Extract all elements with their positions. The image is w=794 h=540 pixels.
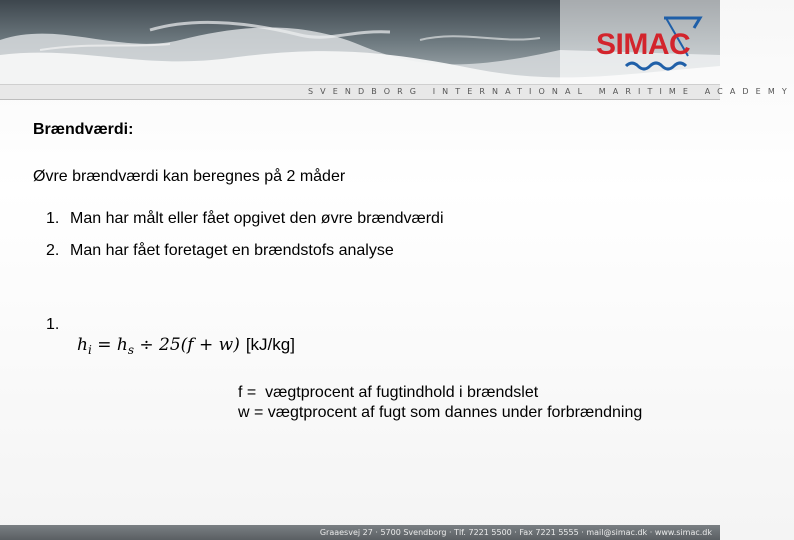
formula-number-label: 1. bbox=[46, 316, 60, 333]
slide-subheading: Øvre brændværdi kan beregnes på 2 måder bbox=[33, 168, 346, 185]
footer-bar bbox=[0, 525, 720, 540]
formula-rhs: h bbox=[116, 335, 128, 355]
formula-rest: ÷ 25(f + w) bbox=[133, 335, 240, 355]
formula bbox=[77, 335, 295, 357]
definition-f: f = vægtprocent af fugtindhold i brændslet bbox=[238, 384, 539, 401]
logo-text: SIMAC bbox=[596, 28, 691, 61]
list-item bbox=[46, 242, 394, 260]
academy-name: SVENDBORG INTERNATIONAL MARITIME ACADEMY bbox=[308, 87, 794, 96]
header-banner bbox=[0, 0, 720, 84]
slide-heading: Brændværdi: bbox=[33, 121, 134, 138]
list-item bbox=[46, 210, 444, 228]
formula-lhs-sub: i bbox=[87, 343, 92, 357]
simac-logo[interactable] bbox=[596, 16, 708, 72]
formula-definitions bbox=[238, 383, 642, 423]
definition-w: w = vægtprocent af fugt som dannes under forbrændning bbox=[238, 404, 643, 421]
list-item-number: 1. bbox=[46, 210, 60, 227]
formula-lhs: h bbox=[77, 335, 88, 355]
slide-content bbox=[0, 98, 720, 525]
formula-number bbox=[46, 316, 59, 334]
list-item-number: 2. bbox=[46, 242, 60, 259]
footer-contact: Graaesvej 27 · 5700 Svendborg · Tlf. 7221 5500 · Fax 7221 5555 · mail@simac.dk · www.simac.dk bbox=[319, 528, 712, 537]
list-item-text: Man har målt eller fået opgivet den øvre brændværdi bbox=[70, 210, 444, 227]
formula-unit: [kJ/kg] bbox=[245, 335, 295, 354]
list-item-text: Man har fået foretaget en brændstofs analyse bbox=[70, 242, 394, 259]
formula-rhs-sub: s bbox=[127, 343, 134, 357]
formula-equals: = bbox=[91, 335, 117, 355]
